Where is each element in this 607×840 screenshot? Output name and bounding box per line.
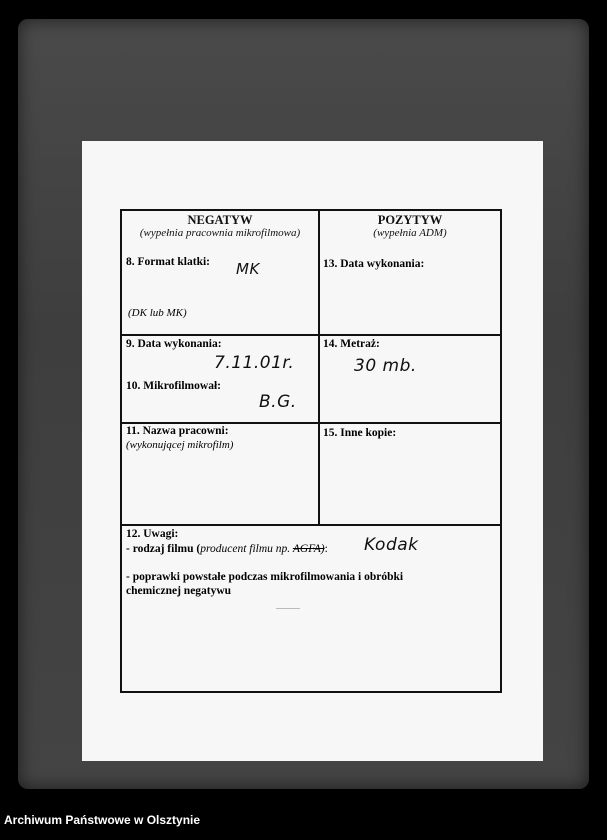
film-type-line (126, 542, 328, 556)
negatyw-date-label: 9. Data wykonania: (126, 338, 222, 350)
negatyw-title: NEGATYW (187, 213, 253, 227)
pozytyw-subtitle: (wypełnia ADM) (373, 227, 447, 239)
film-type-colon: : (324, 543, 328, 555)
lab-name-label: 11. Nazwa pracowni: (126, 425, 229, 437)
filmer-label: 10. Mikrofilmował: (126, 380, 221, 392)
film-type-prefix: - rodzaj filmu ( (126, 543, 201, 555)
lab-name-hint: (wykonującej mikrofilm) (126, 439, 234, 451)
format-hint: (DK lub MK) (128, 307, 187, 319)
archive-footer: Archiwum Państwowe w Olsztynie (4, 813, 201, 827)
film-type-value: Kodak (364, 535, 419, 555)
length-value: 30 mb. (354, 356, 417, 376)
microfilm-form-table (120, 209, 502, 693)
pozytyw-title: POZYTYW (377, 213, 443, 227)
filmer-value: B.G. (259, 392, 297, 412)
pozytyw-date-label: 13. Data wykonania: (323, 258, 425, 270)
corrections-line-2: chemicznej negatywu (126, 585, 232, 597)
negatyw-header (122, 213, 318, 240)
row-divider-3 (122, 524, 500, 526)
pen-mark (276, 608, 300, 609)
format-label: 8. Format klatki: (126, 256, 211, 268)
negatyw-subtitle: (wypełnia pracownia mikrofilmowa) (139, 227, 301, 239)
film-type-struck: AGFA) (292, 543, 325, 555)
column-divider (318, 211, 320, 524)
corrections-line-1: - poprawki powstałe podczas mikrofilmowania i obróbki (126, 571, 404, 583)
film-type-italic: producent filmu np. (200, 543, 293, 555)
pozytyw-header (320, 213, 500, 240)
negatyw-date-value: 7.11.01r. (214, 353, 295, 373)
format-value: MK (236, 260, 260, 278)
row-divider-1 (122, 334, 500, 336)
other-copies-label: 15. Inne kopie: (323, 427, 397, 439)
remarks-label: 12. Uwagi: (126, 528, 179, 540)
length-label: 14. Metraż: (323, 338, 380, 350)
